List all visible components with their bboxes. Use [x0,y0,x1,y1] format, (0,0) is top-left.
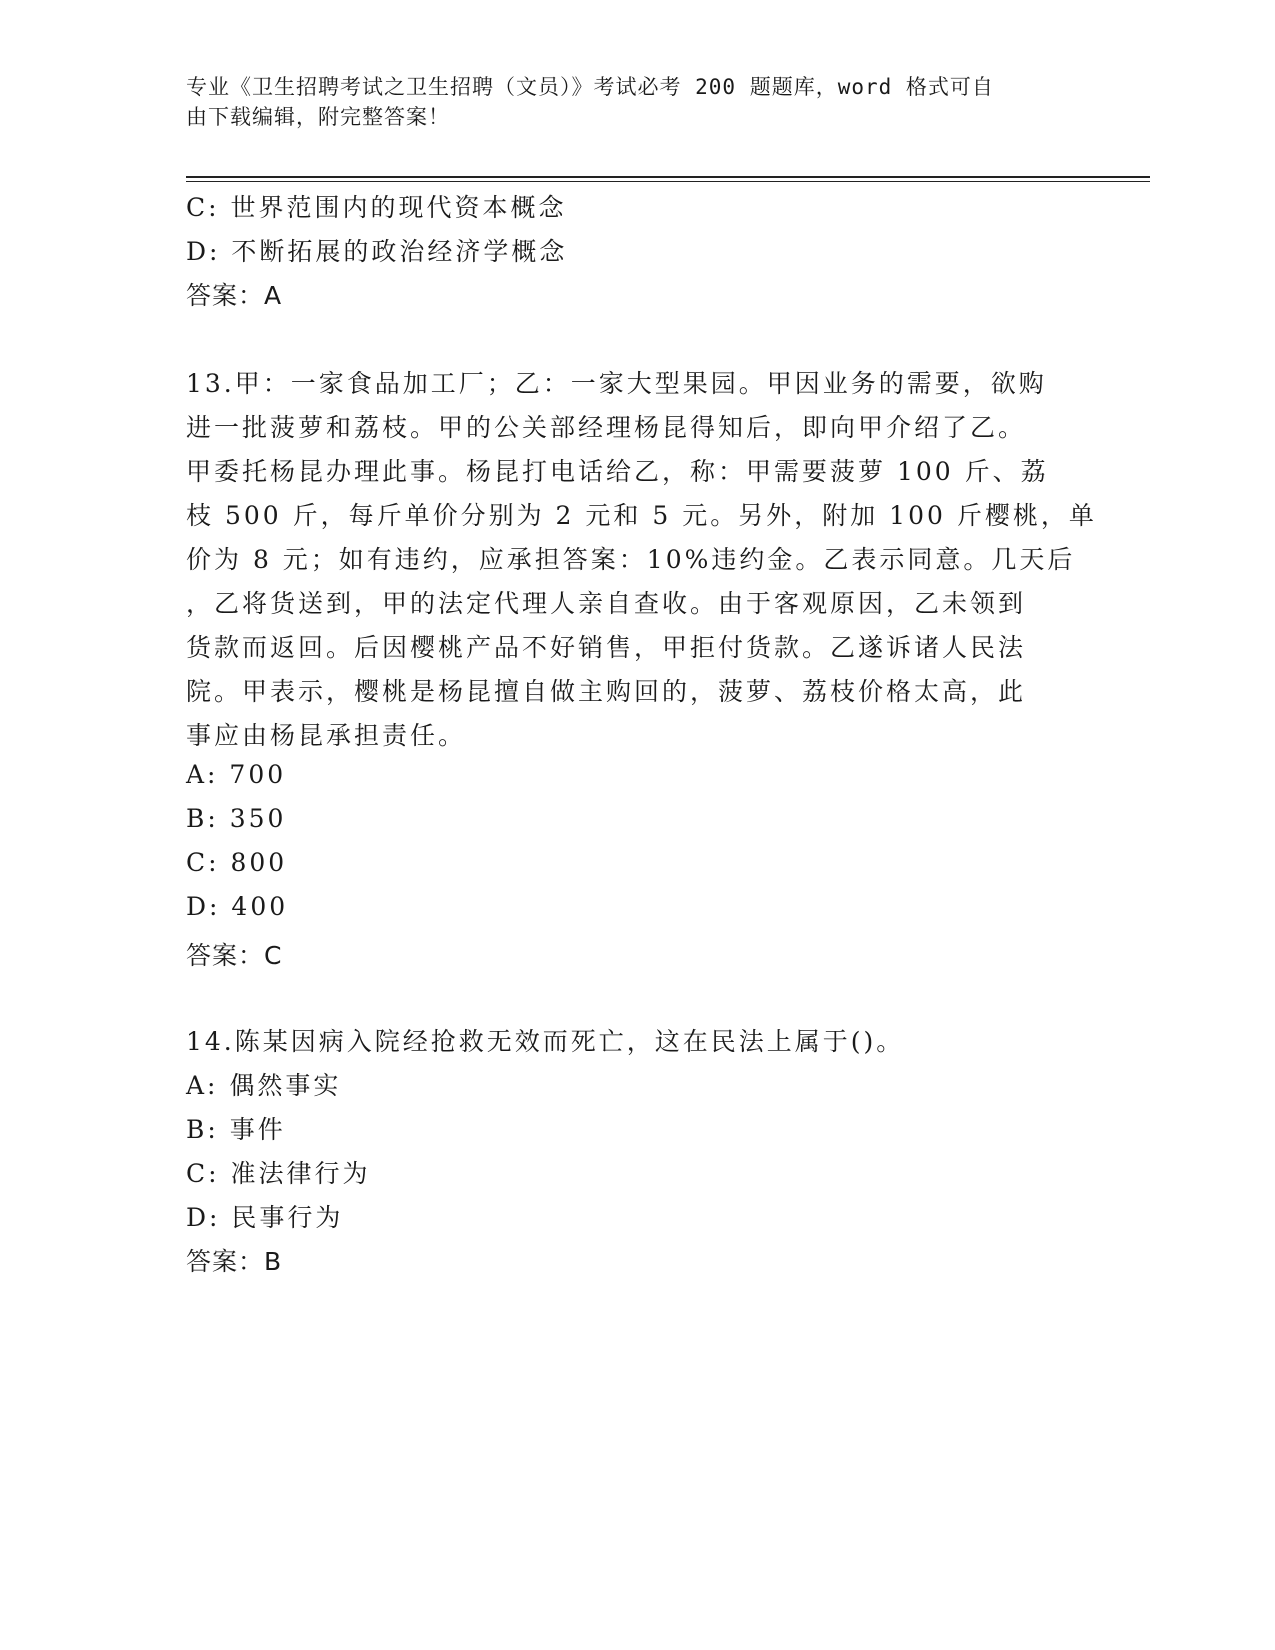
q13-answer: 答案：C [186,941,283,970]
q14-option-d: D: 民事行为 [186,1203,344,1232]
q13-option-d: D: 400 [186,892,289,921]
q12-answer: 答案：A [186,281,283,310]
q13-stem-line: 枝 500 斤，每斤单价分别为 2 元和 5 元。另外，附加 100 斤樱桃，单 [186,501,1097,530]
q13-stem-line: 事应由杨昆承担责任。 [186,721,467,750]
q12-option-d: D: 不断拓展的政治经济学概念 [186,237,568,266]
q13-option-b: B: 350 [186,804,287,833]
q14-stem: 14.陈某因病入院经抢救无效而死亡，这在民法上属于()。 [186,1027,905,1056]
q13-stem-line: 13.甲：一家食品加工厂；乙：一家大型果园。甲因业务的需要，欲购 [186,369,1047,398]
q14-option-c: C: 准法律行为 [186,1159,371,1188]
q13-stem-line: 甲委托杨昆办理此事。杨昆打电话给乙，称：甲需要菠萝 100 斤、荔 [186,457,1049,486]
q13-stem-line: 进一批菠萝和荔枝。甲的公关部经理杨昆得知后，即向甲介绍了乙。 [186,413,1027,442]
document-header [186,72,1066,132]
q12-option-c: C: 世界范围内的现代资本概念 [186,193,567,222]
q13-stem-line: 价为 8 元；如有违约，应承担答案：10%违约金。乙表示同意。几天后 [186,545,1076,574]
q13-stem-line: ，乙将货送到，甲的法定代理人亲自查收。由于客观原因，乙未领到 [186,589,1027,618]
header-divider-thin [186,181,1150,182]
header-line-2: 由下载编辑，附完整答案！ [186,105,450,129]
q14-option-b: B: 事件 [186,1115,286,1144]
header-line-1: 专业《卫生招聘考试之卫生招聘（文员）》考试必考 200 题题库，word 格式可自 [186,75,994,99]
header-divider-thick [186,176,1150,178]
q14-answer: 答案：B [186,1247,283,1276]
q13-stem-line: 货款而返回。后因樱桃产品不好销售，甲拒付货款。乙遂诉诸人民法 [186,633,1027,662]
q14-option-a: A: 偶然事实 [186,1071,342,1100]
q13-stem-line: 院。甲表示，樱桃是杨昆擅自做主购回的，菠萝、荔枝价格太高，此 [186,677,1027,706]
q13-option-a: A: 700 [186,760,287,789]
q13-option-c: C: 800 [186,848,288,877]
